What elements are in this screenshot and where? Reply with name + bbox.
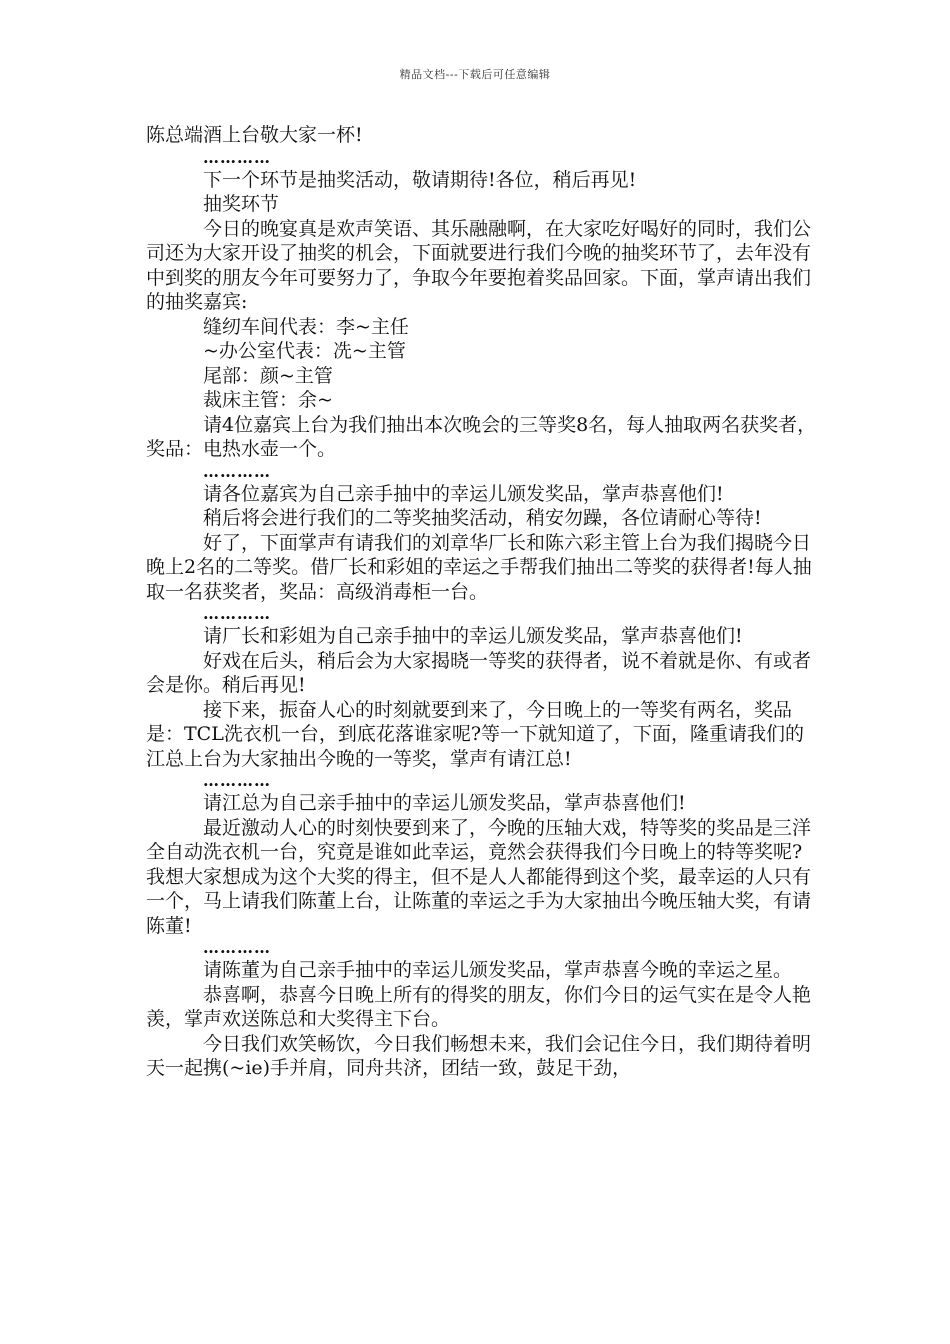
paragraph: 恭喜啊，恭喜今日晚上所有的得奖的朋友，你们今日的运气实在是令人艳羡，掌声欢送陈总和大奖得主下台。 [146, 983, 812, 1030]
paragraph: 请各位嘉宾为自己亲手抽中的幸运儿颁发奖品，掌声恭喜他们! [203, 482, 724, 505]
document-body [146, 123, 818, 1081]
paragraph: 陈总端酒上台敬大家一杯! [146, 124, 363, 146]
paragraph: 尾部：颜~主管 [203, 364, 333, 387]
paragraph: 最近激动人心的时刻快要到来了，今晚的压轴大戏，特等奖的奖品是三洋全自动洗衣机一台，究竟是谁如此幸运，竟然会获得我们今日晚上的特等奖呢?我想大家想成为这个大奖的得主，但不是人人都能得到这个奖，最幸运的人只有一个，马上请我们陈董上台，让陈董的幸运之手为大家抽出今晚压轴大奖，有请陈董! [146, 816, 812, 937]
paragraph: 请陈董为自己亲手抽中的幸运儿颁发奖品，掌声恭喜今晚的幸运之星。 [203, 959, 793, 981]
paragraph: 缝纫车间代表：李~主任 [203, 315, 409, 338]
paragraph: 请江总为自己亲手抽中的幸运儿颁发奖品，掌声恭喜他们! [203, 792, 686, 814]
paragraph: 裁床主管：余~ [203, 389, 333, 411]
section-separator: ………… [203, 938, 271, 957]
section-separator: ………… [203, 604, 271, 623]
section-separator: ………… [203, 461, 271, 481]
paragraph: ~办公室代表：冼~主管 [203, 340, 406, 362]
paragraph: 请厂长和彩姐为自己亲手抽中的幸运儿颁发奖品，掌声恭喜他们! [203, 625, 743, 647]
paragraph: 好了，下面掌声有请我们的刘章华厂长和陈六彩主管上台为我们揭晓今日晚上2名的二等奖。借厂长和彩姐的幸运之手帮我们抽出二等奖的获得者!每人抽取一名获奖者，奖品：高级消毒柜一台。 [146, 531, 812, 603]
paragraph: 今日的晚宴真是欢声笑语、其乐融融啊，在大家吃好喝好的同时，我们公司还为大家开设了抽奖的机会，下面就要进行我们今晚的抽奖环节了，去年没有中到奖的朋友今年可要努力了，争取今年要抱着奖品回家。下面，掌声请出我们的抽奖嘉宾: [146, 217, 812, 313]
paragraph: 下一个环节是抽奖活动，敬请期待!各位，稍后再见! [203, 168, 637, 191]
section-separator: ………… [203, 771, 271, 790]
paragraph: 请4位嘉宾上台为我们抽出本次晚会的三等奖8名，每人抽取两名获奖者，奖品：电热水壶一个。 [146, 413, 817, 460]
paragraph: 接下来，振奋人心的时刻就要到来了，今日晚上的一等奖有两名，奖品是：TCL洗衣机一台，到底花落谁家呢?等一下就知道了，下面，隆重请我们的江总上台为大家抽出今晚的一等奖，掌声有请江总! [146, 698, 805, 770]
paragraph: 稍后将会进行我们的二等奖抽奖活动，稍安勿躁，各位请耐心等待! [203, 507, 762, 529]
page-header: 精品文档---下载后可任意编辑 [399, 68, 551, 81]
section-separator: ………… [203, 147, 271, 167]
paragraph: 抽奖环节 [203, 193, 280, 215]
paragraph: 今日我们欢笑畅饮，今日我们畅想未来，我们会记住今日，我们期待着明天一起携(~ie)手并肩，同舟共济，团结一致，鼓足干劲， [146, 1032, 812, 1079]
paragraph: 好戏在后头，稍后会为大家揭晓一等奖的获得者，说不着就是你、有或者会是你。稍后再见! [146, 649, 812, 696]
